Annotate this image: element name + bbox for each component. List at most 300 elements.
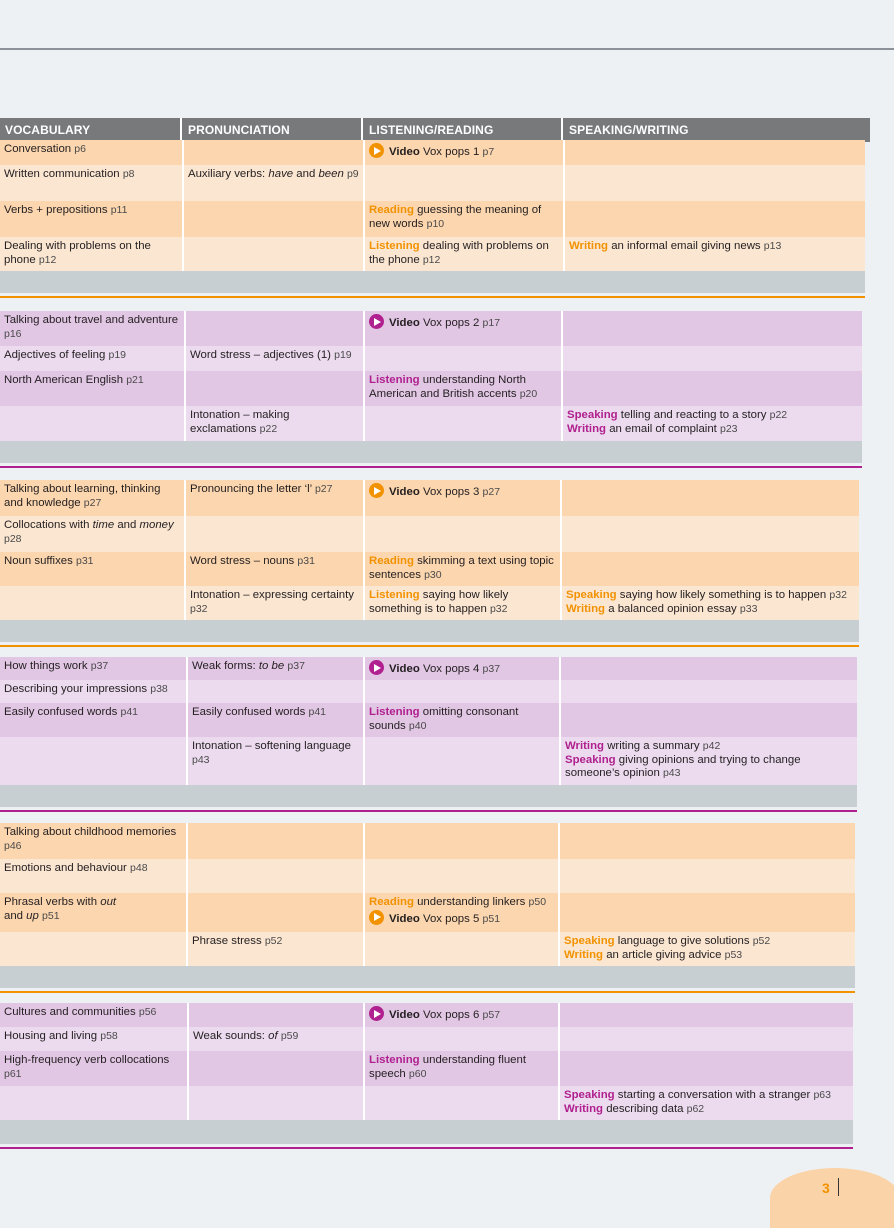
listening-label: Listening bbox=[369, 706, 420, 718]
speaking-writing-cell bbox=[561, 680, 857, 703]
speaking-label: Speaking bbox=[564, 935, 615, 947]
play-video-icon[interactable] bbox=[369, 1006, 384, 1021]
column-divider bbox=[559, 680, 561, 703]
vocabulary-cell bbox=[0, 1051, 187, 1086]
table-row bbox=[0, 1086, 853, 1120]
cell-text: skimming a text using topic sentences bbox=[369, 555, 554, 581]
page-ref: p37 bbox=[287, 660, 305, 672]
page-ref: p31 bbox=[297, 555, 315, 567]
cell-text: a balanced opinion essay bbox=[605, 602, 740, 615]
table-row bbox=[0, 1003, 853, 1027]
writing-label: Writing bbox=[565, 740, 605, 752]
vocabulary-cell bbox=[0, 586, 184, 620]
cell-text: Intonation – expressing certainty bbox=[190, 589, 354, 601]
speaking-writing-cell bbox=[560, 823, 855, 859]
column-divider bbox=[184, 311, 186, 346]
page-ref: p51 bbox=[42, 909, 60, 922]
pronunciation-cell bbox=[186, 371, 363, 406]
italic-term: to be bbox=[258, 660, 285, 672]
cell-text: Vox pops 6 bbox=[419, 1009, 483, 1021]
column-divider bbox=[184, 586, 186, 620]
vocabulary-cell bbox=[0, 311, 184, 346]
column-divider bbox=[363, 657, 365, 680]
pronunciation-cell bbox=[186, 346, 363, 371]
column-divider bbox=[363, 516, 365, 552]
header-listening-reading: LISTENING/READING bbox=[369, 123, 494, 137]
speaking-writing-cell bbox=[561, 703, 857, 737]
cell-text: Pronouncing the letter ‘l’ bbox=[190, 483, 315, 495]
pronunciation-cell bbox=[186, 586, 363, 620]
speaking-writing-cell bbox=[565, 140, 865, 165]
column-divider bbox=[363, 311, 365, 346]
page-ref: p61 bbox=[4, 1067, 22, 1080]
speaking-writing-cell bbox=[560, 1027, 853, 1051]
page-ref: p37 bbox=[90, 660, 109, 672]
column-divider bbox=[184, 480, 186, 516]
column-divider bbox=[558, 1027, 560, 1051]
syllabus-table bbox=[0, 118, 870, 142]
page-ref: p41 bbox=[308, 706, 327, 718]
vocabulary-cell bbox=[0, 480, 184, 516]
column-divider bbox=[563, 237, 565, 271]
play-video-icon[interactable] bbox=[369, 314, 384, 329]
italic-term: out bbox=[100, 896, 117, 908]
cell-text: language to give solutions bbox=[614, 935, 753, 947]
column-divider bbox=[187, 1027, 189, 1051]
cell-text: Phrasal verbs with bbox=[4, 896, 101, 908]
cell-text: Talking about travel and adventure bbox=[4, 314, 179, 326]
page-ref: p19 bbox=[108, 349, 127, 361]
writing-label: Writing bbox=[566, 602, 606, 615]
column-divider bbox=[186, 823, 188, 859]
cell-text: High-frequency verb collocations bbox=[4, 1054, 170, 1066]
column-divider bbox=[560, 552, 562, 586]
listening-label: Listening bbox=[369, 374, 420, 386]
cell-text: Emotions and behaviour bbox=[4, 862, 131, 874]
speaking-writing-cell bbox=[562, 480, 859, 516]
column-divider bbox=[363, 237, 365, 271]
vocabulary-cell bbox=[0, 346, 184, 371]
pronunciation-cell bbox=[186, 480, 363, 516]
vocabulary-cell bbox=[0, 140, 182, 165]
column-divider bbox=[184, 552, 186, 586]
pronunciation-cell bbox=[188, 823, 363, 859]
video-label: Video bbox=[389, 317, 420, 329]
page-ref: p53 bbox=[724, 948, 743, 961]
page-ref: p22 bbox=[259, 422, 278, 435]
pronunciation-cell bbox=[186, 516, 363, 552]
table-row bbox=[0, 657, 857, 680]
page-ref: p19 bbox=[334, 349, 352, 361]
table-row bbox=[0, 823, 855, 859]
pronunciation-cell bbox=[189, 1086, 363, 1120]
pronunciation-cell bbox=[188, 657, 363, 680]
listening-reading-cell bbox=[365, 311, 561, 346]
column-divider bbox=[363, 201, 365, 237]
top-rule bbox=[0, 48, 894, 50]
table-row bbox=[0, 932, 855, 966]
table-row bbox=[0, 1051, 853, 1086]
column-divider bbox=[187, 1051, 189, 1086]
vocabulary-cell bbox=[0, 932, 186, 966]
cell-text: Talking about childhood memories bbox=[4, 826, 177, 838]
column-divider bbox=[558, 859, 560, 893]
page-number-badge bbox=[770, 1168, 894, 1228]
unit-divider-rule bbox=[0, 296, 865, 298]
page-ref: p59 bbox=[280, 1030, 299, 1042]
page-ref: p52 bbox=[752, 935, 771, 947]
table-row bbox=[0, 703, 857, 737]
listening-label: Listening bbox=[369, 1054, 420, 1066]
page-number-divider bbox=[838, 1178, 839, 1196]
speaking-writing-cell bbox=[560, 1003, 853, 1027]
writing-label: Writing bbox=[564, 1102, 604, 1115]
listening-reading-cell bbox=[365, 552, 560, 586]
page-ref: p12 bbox=[422, 253, 441, 266]
cell-text: Phrase stress bbox=[192, 935, 265, 947]
column-divider bbox=[563, 165, 565, 201]
listening-reading-cell bbox=[365, 371, 561, 406]
vocabulary-cell bbox=[0, 371, 184, 406]
header-vocabulary: VOCABULARY bbox=[5, 123, 91, 137]
italic-term: up bbox=[26, 909, 39, 922]
pronunciation-cell bbox=[186, 406, 363, 441]
column-divider bbox=[363, 140, 365, 165]
page-ref: p62 bbox=[686, 1102, 705, 1115]
cell-text: understanding linkers bbox=[413, 896, 529, 908]
cell-text: Word stress – nouns bbox=[190, 555, 298, 567]
cell-text: an article giving advice bbox=[603, 948, 725, 961]
cell-text: Easily confused words bbox=[4, 706, 121, 718]
video-label: Video bbox=[389, 146, 420, 158]
page-ref: p22 bbox=[769, 409, 788, 421]
column-divider bbox=[561, 346, 563, 371]
column-divider bbox=[186, 859, 188, 893]
cell-text: Intonation – making exclamations bbox=[190, 409, 290, 435]
column-divider bbox=[363, 893, 365, 932]
speaking-writing-cell bbox=[563, 406, 862, 441]
vocabulary-cell bbox=[0, 552, 184, 586]
column-divider bbox=[186, 932, 188, 966]
play-video-icon[interactable] bbox=[369, 143, 384, 158]
page-ref: p32 bbox=[829, 589, 847, 601]
unit-footer-bar bbox=[0, 966, 855, 988]
column-divider bbox=[363, 1003, 365, 1027]
cell-text: Dealing with problems on the phone bbox=[4, 240, 151, 266]
column-divider bbox=[182, 237, 184, 271]
cell-text: How things work bbox=[4, 660, 91, 672]
listening-reading-cell bbox=[365, 737, 559, 785]
column-divider bbox=[363, 480, 365, 516]
column-divider bbox=[186, 737, 188, 785]
column-divider bbox=[186, 680, 188, 703]
speaking-writing-cell bbox=[560, 893, 855, 932]
play-video-icon[interactable] bbox=[369, 910, 384, 925]
speaking-writing-cell bbox=[560, 1051, 853, 1086]
speaking-writing-cell bbox=[565, 201, 865, 237]
cell-text: Collocations with bbox=[4, 519, 93, 531]
column-divider bbox=[363, 823, 365, 859]
column-divider bbox=[560, 516, 562, 552]
play-video-icon[interactable] bbox=[369, 483, 384, 498]
cell-text: Conversation bbox=[4, 143, 75, 155]
pronunciation-cell bbox=[188, 932, 363, 966]
pronunciation-cell bbox=[189, 1027, 363, 1051]
vocabulary-cell bbox=[0, 1027, 187, 1051]
table-row bbox=[0, 165, 865, 201]
cell-text: understanding North American and British accents bbox=[369, 374, 527, 400]
cell-text: an email of complaint bbox=[606, 422, 720, 435]
listening-reading-cell bbox=[365, 516, 560, 552]
page-ref: p43 bbox=[662, 767, 681, 779]
pronunciation-cell bbox=[184, 140, 363, 165]
listening-reading-cell bbox=[365, 140, 563, 165]
header-divider bbox=[180, 118, 182, 142]
pronunciation-cell bbox=[186, 311, 363, 346]
column-divider bbox=[186, 703, 188, 737]
pronunciation-cell bbox=[188, 859, 363, 893]
speaking-writing-cell bbox=[560, 932, 855, 966]
listening-reading-cell bbox=[365, 1027, 558, 1051]
page-ref: p48 bbox=[130, 862, 148, 874]
video-label: Video bbox=[389, 912, 420, 925]
video-label: Video bbox=[389, 663, 420, 675]
unit-divider-rule bbox=[0, 1147, 853, 1149]
column-divider bbox=[363, 346, 365, 371]
header-pronunciation: PRONUNCIATION bbox=[188, 123, 290, 137]
listening-label: Listening bbox=[369, 589, 420, 601]
pronunciation-cell bbox=[188, 680, 363, 703]
column-divider bbox=[560, 586, 562, 620]
speaking-writing-cell bbox=[565, 237, 865, 271]
cell-text: Weak sounds: bbox=[193, 1030, 269, 1042]
cell-text: Noun suffixes bbox=[4, 555, 76, 567]
writing-label: Writing bbox=[569, 240, 609, 252]
speaking-writing-cell bbox=[562, 516, 859, 552]
cell-text: writing a summary bbox=[604, 740, 703, 752]
video-label: Video bbox=[389, 1009, 420, 1021]
cell-text: Housing and living bbox=[4, 1030, 101, 1042]
column-divider bbox=[363, 737, 365, 785]
pronunciation-cell bbox=[184, 237, 363, 271]
column-divider bbox=[558, 932, 560, 966]
italic-term: time bbox=[92, 519, 115, 531]
page-ref: p10 bbox=[426, 217, 445, 230]
page-ref: p31 bbox=[75, 555, 94, 567]
page-ref: p51 bbox=[482, 912, 501, 925]
page-ref: p23 bbox=[720, 422, 738, 435]
page-ref: p27 bbox=[83, 496, 102, 509]
page-ref: p40 bbox=[408, 719, 427, 732]
page-ref: p56 bbox=[138, 1006, 157, 1018]
writing-label: Writing bbox=[564, 948, 604, 961]
page-number: 3 bbox=[822, 1180, 830, 1196]
speaking-writing-cell bbox=[563, 371, 862, 406]
page-ref: p11 bbox=[110, 204, 128, 216]
cell-text: an informal email giving news bbox=[608, 240, 764, 252]
listening-reading-cell bbox=[365, 932, 558, 966]
speaking-label: Speaking bbox=[564, 1089, 615, 1101]
page-ref: p50 bbox=[528, 896, 547, 908]
cell-text: North American English bbox=[4, 374, 127, 386]
vocabulary-cell bbox=[0, 893, 186, 932]
unit-divider-rule bbox=[0, 810, 857, 812]
pronunciation-cell bbox=[188, 893, 363, 932]
cell-text: Adjectives of feeling bbox=[4, 349, 109, 361]
page-ref: p21 bbox=[126, 374, 144, 386]
header-divider bbox=[561, 118, 563, 142]
listening-reading-cell bbox=[365, 201, 563, 237]
page-ref: p27 bbox=[314, 483, 333, 495]
column-divider bbox=[559, 657, 561, 680]
italic-term: been bbox=[318, 168, 344, 180]
column-divider bbox=[561, 371, 563, 406]
speaking-writing-cell bbox=[560, 859, 855, 893]
listening-reading-cell bbox=[365, 657, 559, 680]
column-divider bbox=[186, 657, 188, 680]
column-divider bbox=[558, 1051, 560, 1086]
listening-reading-cell bbox=[365, 1003, 558, 1027]
cell-text: understanding fluent speech bbox=[369, 1054, 527, 1080]
page-ref: p46 bbox=[4, 839, 22, 852]
table-row bbox=[0, 311, 862, 346]
cell-text: giving opinions and trying to change someone’s opinion bbox=[565, 753, 801, 779]
speaking-label: Speaking bbox=[566, 589, 617, 601]
column-divider bbox=[363, 552, 365, 586]
speaking-writing-cell bbox=[565, 165, 865, 201]
header-row bbox=[0, 118, 870, 142]
listening-reading-cell bbox=[365, 703, 559, 737]
page-ref: p63 bbox=[813, 1089, 831, 1101]
page-ref: p27 bbox=[482, 486, 501, 498]
column-divider bbox=[363, 680, 365, 703]
unit-divider-rule bbox=[0, 991, 855, 993]
column-divider bbox=[558, 893, 560, 932]
column-divider bbox=[558, 823, 560, 859]
italic-term: money bbox=[139, 519, 174, 531]
table-row bbox=[0, 406, 862, 441]
page-ref: p38 bbox=[150, 683, 168, 695]
cell-text: starting a conversation with a stranger bbox=[614, 1089, 814, 1101]
cell-text: saying how likely something is to happen bbox=[369, 589, 509, 615]
column-divider bbox=[363, 406, 365, 441]
table-row bbox=[0, 140, 865, 165]
page-ref: p30 bbox=[424, 568, 442, 581]
cell-text: Vox pops 5 bbox=[419, 912, 483, 925]
speaking-writing-cell bbox=[562, 586, 859, 620]
table-row bbox=[0, 346, 862, 371]
page-ref: p13 bbox=[763, 240, 782, 252]
page-ref: p17 bbox=[482, 317, 501, 329]
table-row bbox=[0, 371, 862, 406]
cell-text: saying how likely something is to happen bbox=[616, 589, 830, 601]
cell-text: omitting consonant sounds bbox=[369, 706, 519, 732]
vocabulary-cell bbox=[0, 237, 182, 271]
column-divider bbox=[363, 703, 365, 737]
vocabulary-cell bbox=[0, 1003, 187, 1027]
column-divider bbox=[186, 893, 188, 932]
page-ref: p32 bbox=[489, 602, 508, 615]
listening-reading-cell bbox=[365, 1086, 558, 1120]
vocabulary-cell bbox=[0, 406, 184, 441]
pronunciation-cell bbox=[188, 703, 363, 737]
speaking-writing-cell bbox=[561, 737, 857, 785]
cell-text: Cultures and communities bbox=[4, 1006, 139, 1018]
column-divider bbox=[363, 859, 365, 893]
italic-term: of bbox=[268, 1030, 278, 1042]
reading-label: Reading bbox=[369, 555, 414, 567]
cell-text: Verbs + prepositions bbox=[4, 204, 111, 216]
cell-text: Weak forms: bbox=[192, 660, 259, 672]
listening-reading-cell bbox=[365, 586, 560, 620]
cell-text: dealing with problems on the phone bbox=[369, 240, 549, 266]
unit-footer-bar bbox=[0, 785, 857, 807]
video-label: Video bbox=[389, 486, 420, 498]
listening-reading-cell bbox=[365, 406, 561, 441]
cell-text: Intonation – softening language bbox=[192, 740, 351, 752]
header-divider bbox=[361, 118, 363, 142]
listening-reading-cell bbox=[365, 237, 563, 271]
column-divider bbox=[363, 165, 365, 201]
listening-reading-cell bbox=[365, 680, 559, 703]
page-ref: p60 bbox=[408, 1067, 427, 1080]
page-ref: p57 bbox=[482, 1009, 501, 1021]
play-video-icon[interactable] bbox=[369, 660, 384, 675]
column-divider bbox=[184, 346, 186, 371]
speaking-writing-cell bbox=[563, 311, 862, 346]
column-divider bbox=[187, 1086, 189, 1120]
page-ref: p6 bbox=[74, 143, 86, 155]
cell-text: Vox pops 2 bbox=[419, 317, 483, 329]
column-divider bbox=[182, 140, 184, 165]
table-row bbox=[0, 201, 865, 237]
column-divider bbox=[558, 1003, 560, 1027]
cell-text: Vox pops 3 bbox=[419, 486, 483, 498]
pronunciation-cell bbox=[184, 165, 363, 201]
vocabulary-cell bbox=[0, 859, 186, 893]
cell-text: Vox pops 4 bbox=[419, 663, 483, 675]
column-divider bbox=[182, 201, 184, 237]
reading-label: Reading bbox=[369, 896, 414, 908]
cell-text: Word stress – adjectives (1) bbox=[190, 349, 335, 361]
table-row bbox=[0, 680, 857, 703]
unit-footer-bar bbox=[0, 620, 859, 642]
cell-text: Written communication bbox=[4, 168, 123, 180]
page-ref: p16 bbox=[4, 327, 22, 340]
cell-text: and bbox=[114, 519, 140, 531]
column-divider bbox=[184, 516, 186, 552]
listening-reading-cell bbox=[365, 823, 558, 859]
vocabulary-cell bbox=[0, 657, 186, 680]
listening-reading-cell bbox=[365, 1051, 558, 1086]
column-divider bbox=[363, 586, 365, 620]
column-divider bbox=[559, 703, 561, 737]
listening-label: Listening bbox=[369, 240, 420, 252]
pronunciation-cell bbox=[186, 552, 363, 586]
table-row bbox=[0, 237, 865, 271]
speaking-writing-cell bbox=[562, 552, 859, 586]
unit-footer-bar bbox=[0, 1120, 853, 1144]
unit-divider-rule bbox=[0, 466, 862, 468]
column-divider bbox=[561, 311, 563, 346]
page-ref: p43 bbox=[192, 753, 210, 766]
page-ref: p52 bbox=[264, 935, 283, 947]
speaking-label: Speaking bbox=[567, 409, 618, 421]
column-divider bbox=[563, 140, 565, 165]
column-divider bbox=[563, 201, 565, 237]
listening-reading-cell bbox=[365, 893, 558, 932]
header-speaking-writing: SPEAKING/WRITING bbox=[569, 123, 689, 137]
